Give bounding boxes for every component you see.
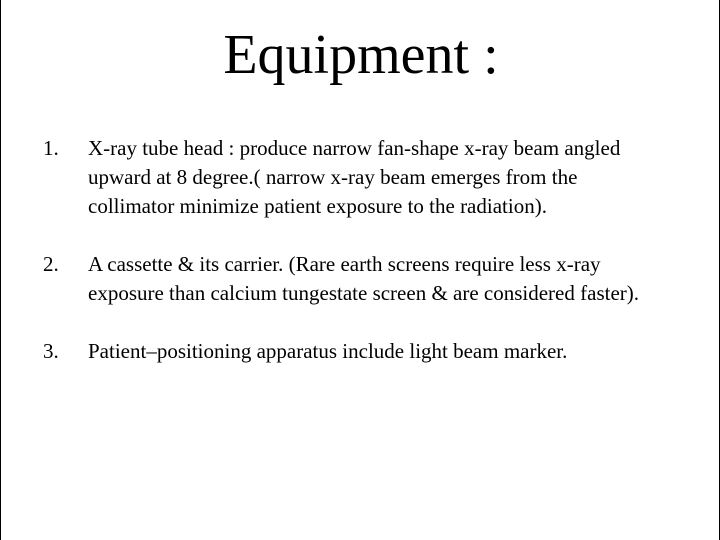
list-item: [43, 337, 663, 366]
list-item-number: 2.: [43, 252, 59, 276]
list-item-number: 1.: [43, 136, 59, 160]
slide-title: Equipment :: [223, 24, 499, 86]
list-item-text: X-ray tube head : produce narrow fan-shape x-ray beam angled upward at 8 degree.( narrow x-ray beam emerges from the collimator minimize patient exposure to the radiation).: [88, 136, 621, 218]
list-item-text: Patient–positioning apparatus include light beam marker.: [88, 339, 568, 363]
list-item-text: A cassette & its carrier. (Rare earth screens require less x-ray exposure than calcium tungestate screen & are considered faster).: [88, 252, 640, 305]
list-item: [43, 250, 663, 308]
list-item: [43, 134, 663, 221]
list-item-number: 3.: [43, 339, 59, 363]
equipment-list: [43, 134, 663, 395]
